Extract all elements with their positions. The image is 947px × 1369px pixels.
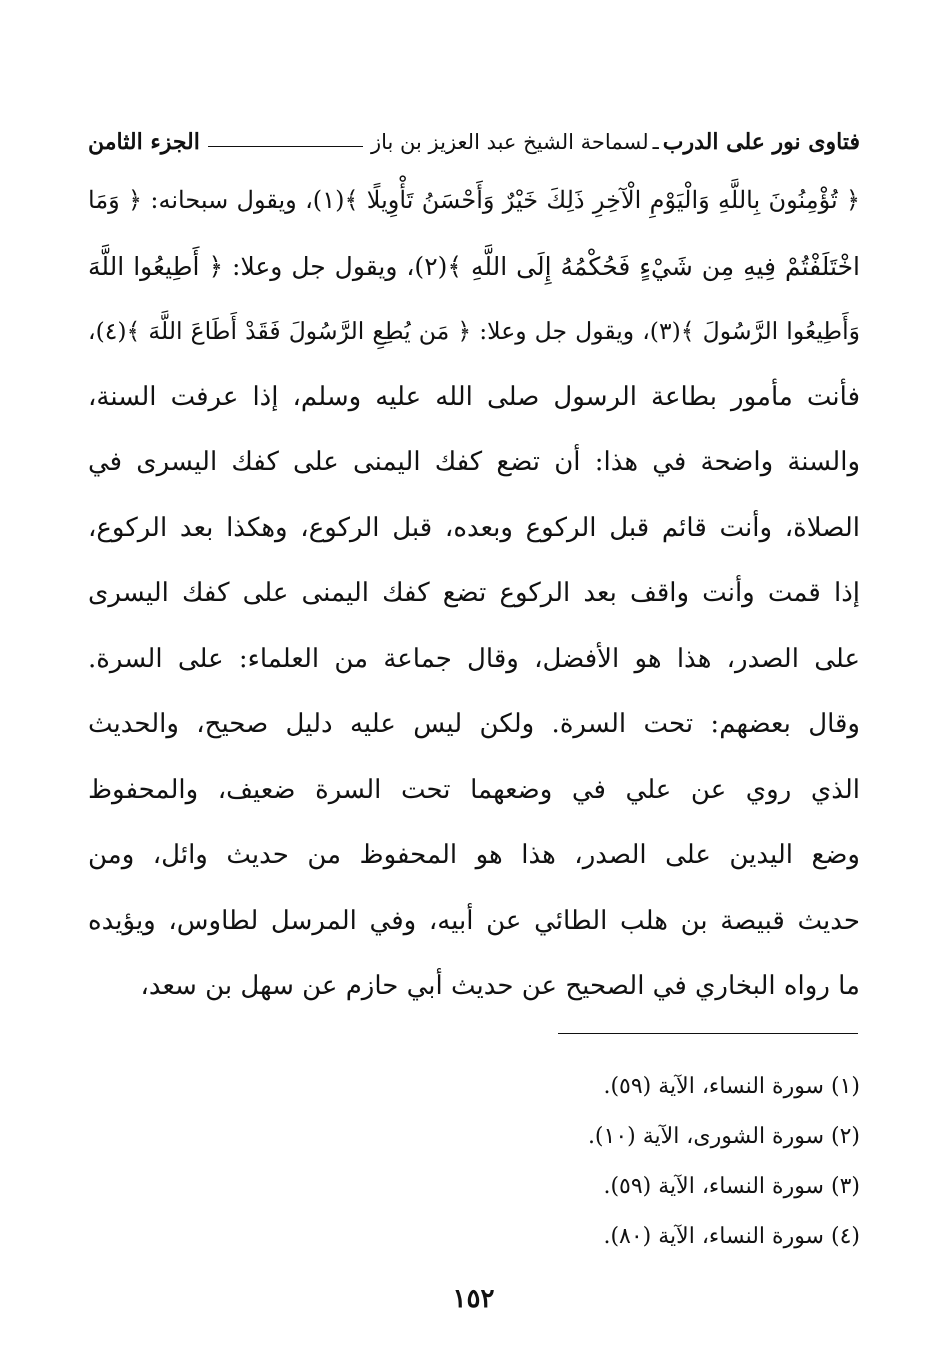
body-line: الذي روي عن علي في وضعهما تحت السرة ضعيف، والمحفوظ: [88, 774, 860, 805]
footnote-rule: [558, 1033, 858, 1034]
body-line: اخْتَلَفْتُمْ فِيهِ مِن شَيْءٍ فَحُكْمُهُ إِلَى اللَّهِ ﴾(٢)، ويقول جل وعلا: ﴿ أَطِيعُوا اللَّهَ: [88, 251, 860, 281]
body-line: الصلاة، وأنت قائم قبل الركوع وبعده، قبل الركوع، وهكذا بعد الركوع،: [88, 512, 860, 543]
body-line: على الصدر، هذا هو الأفضل، وقال جماعة من العلماء: على السرة.: [88, 643, 860, 674]
body-line: حديث قبيصة بن هلب الطائي عن أبيه، وفي المرسل لطاوس، ويؤيده: [88, 905, 860, 936]
title-separator: ـ: [652, 130, 659, 154]
page-number: ١٥٢: [452, 1284, 495, 1314]
book-title: فتاوى نور على الدرب: [662, 129, 860, 155]
body-line: إذا قمت وأنت واقف بعد الركوع تضع كفك اليمنى على كفك اليسرى: [88, 578, 860, 608]
volume-label: الجزء الثامن: [88, 129, 200, 155]
header-rule: [208, 146, 363, 147]
footnote: (٤) سورة النساء، الآية (٨٠).: [603, 1224, 860, 1249]
footnote: (٣) سورة النساء، الآية (٥٩).: [603, 1174, 860, 1199]
body-line: وَأَطِيعُوا الرَّسُولَ ﴾(٣)، ويقول جل وعلا: ﴿ مَن يُطِعِ الرَّسُولَ فَقَدْ أَطَاعَ اللَّهَ ﴾(٤)،: [88, 317, 860, 345]
author-line: لسماحة الشيخ عبد العزيز بن باز: [370, 130, 649, 154]
body-line: ما رواه البخاري في الصحيح عن حديث أبي حازم عن سهل بن سعد،: [140, 971, 860, 1001]
body-text: [88, 168, 860, 1020]
footnotes: [88, 1062, 860, 1262]
footnote: (١) سورة النساء، الآية (٥٩).: [603, 1074, 860, 1099]
body-line: وقال بعضهم: تحت السرة. ولكن ليس عليه دليل صحيح، والحديث: [88, 709, 860, 739]
body-line: ﴿ تُؤْمِنُونَ بِاللَّهِ وَالْيَوْمِ الْآخِرِ ذَلِكَ خَيْرٌ وَأَحْسَنُ تَأْوِيلًا ﴾(١)، ويقول سبحانه: ﴿ وَمَا: [88, 186, 860, 214]
body-line: والسنة واضحة في هذا: أن تضع كفك اليمنى على كفك اليسرى في: [88, 447, 860, 477]
body-line: فأنت مأمور بطاعة الرسول صلى الله عليه وسلم، إذا عرفت السنة،: [88, 381, 860, 412]
body-line: وضع اليدين على الصدر، هذا هو المحفوظ من حديث وائل، ومن: [88, 840, 860, 870]
footnote: (٢) سورة الشورى، الآية (١٠).: [587, 1124, 860, 1149]
running-header: [88, 122, 860, 162]
